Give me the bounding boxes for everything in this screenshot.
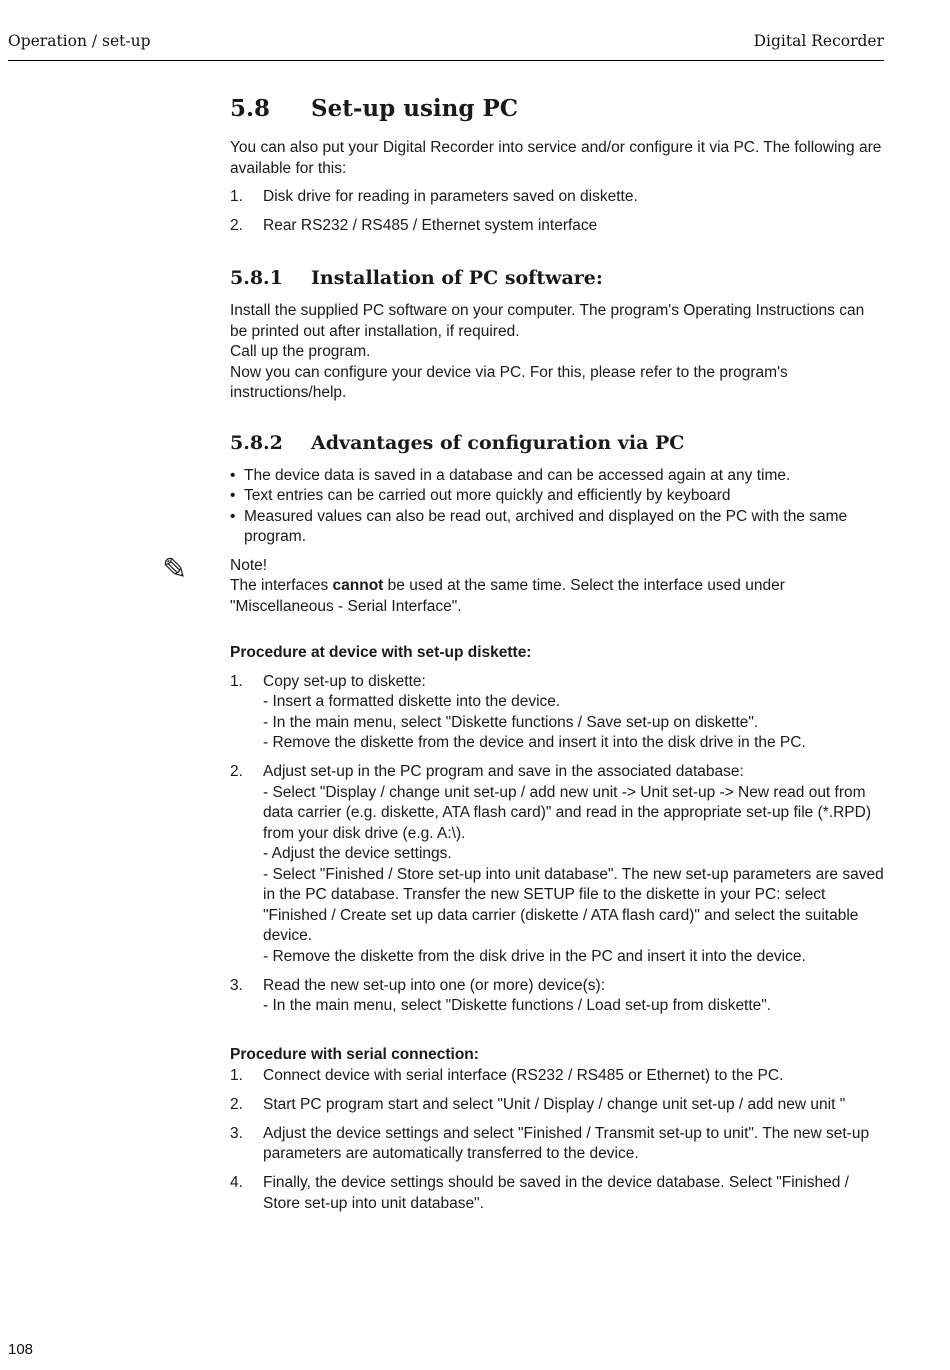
install-text-2: Call up the program. [230,343,371,360]
advantages-list [230,466,885,548]
list-item: 2. Start PC program start and select "Unit / Display / change unit set-up / add new unit " [230,1095,846,1113]
section-intro: You can also put your Digital Recorder into service and/or configure it via PC. The following are available for this: [230,139,882,177]
install-text-1: Install the supplied PC software on your computer. The program's Operating Instructions can be printed out after installation, if required. [230,302,865,340]
list-item: • The device data is saved in a database and can be accessed again at any time. [230,466,885,487]
page-header [8,30,884,61]
list-item: 3. Adjust the device settings and select "Finished / Transmit set-up to unit". The new set-up parameters are automatically transferred to the device. [230,1124,870,1162]
list-item: 1. Disk drive for reading in parameters saved on diskette. [230,188,638,205]
list-item: 1. Copy set-up to diskette: - Insert a formatted diskette into the device. - In the main menu, select "Diskette functions / Save set-up on diskette". - Remove the diskette from the device and insert it into the disk drive in the PC. [230,672,806,751]
procedure-serial-list [230,1066,885,1215]
section-heading [230,94,885,124]
install-text-3: Now you can configure your device via PC. For this, please refer to the program's instructions/help. [230,363,788,401]
subsection-heading-advantages: 5.8.2 Advantages of configuration via PC [230,431,685,454]
section-number: 5.8 [230,95,271,122]
page-content [230,94,885,1223]
procedure-diskette-list [230,672,885,1017]
procedure-diskette-title: Procedure at device with set-up diskette: [230,644,532,661]
section-list [230,187,885,237]
list-item: 4. Finally, the device settings should be saved in the device database. Select "Finished / Store set-up into unit database". [230,1174,849,1212]
list-item: • Measured values can also be read out, archived and displayed on the PC with the same program. [230,507,885,548]
section-title: Set-up using PC [311,95,519,122]
header-chapter: Operation / set-up [8,32,151,50]
list-item: 2. Rear RS232 / RS485 / Ethernet system interface [230,217,598,234]
list-item: 2. Adjust set-up in the PC program and save in the associated database: - Select "Display / change unit set-up / add new unit -> Unit set-up -> New read out from data carrier (e.g. diskette, ATA flash card)" and read in the appropriate set-up file (*.RPD) from your disk drive (e.g. A:\). - Adjust the device settings. - Select "Finished / Store set-up into unit database". The new set-up parameters are saved in the PC database. Transfer the new SETUP file to the diskette in your PC: select "Finished / Create set up data carrier (diskette / ATA flash card)" and select the suitable device. - Remove the diskette from the disk drive in the PC and insert it into the device. [230,763,884,965]
list-item: 1. Connect device with serial interface (RS232 / RS485 or Ethernet) to the PC. [230,1066,784,1084]
procedure-serial-title: Procedure with serial connection: [230,1046,479,1063]
note-label: Note! [230,556,268,574]
page-number: 108 [8,1341,34,1358]
list-item: 3. Read the new set-up into one (or more) device(s): - In the main menu, select "Diskette functions / Load set-up from diskette". [230,976,772,1014]
list-item: • Text entries can be carried out more quickly and efficiently by keyboard [230,486,885,507]
pencil-icon: ✎ [162,552,188,587]
header-product: Digital Recorder [753,32,884,50]
note-text: The interfaces cannot be used at the same time. Select the interface used under "Miscellaneous - Serial Interface". [230,577,785,615]
note-block [230,556,885,618]
subsection-heading-install: 5.8.1 Installation of PC software: [230,267,603,289]
